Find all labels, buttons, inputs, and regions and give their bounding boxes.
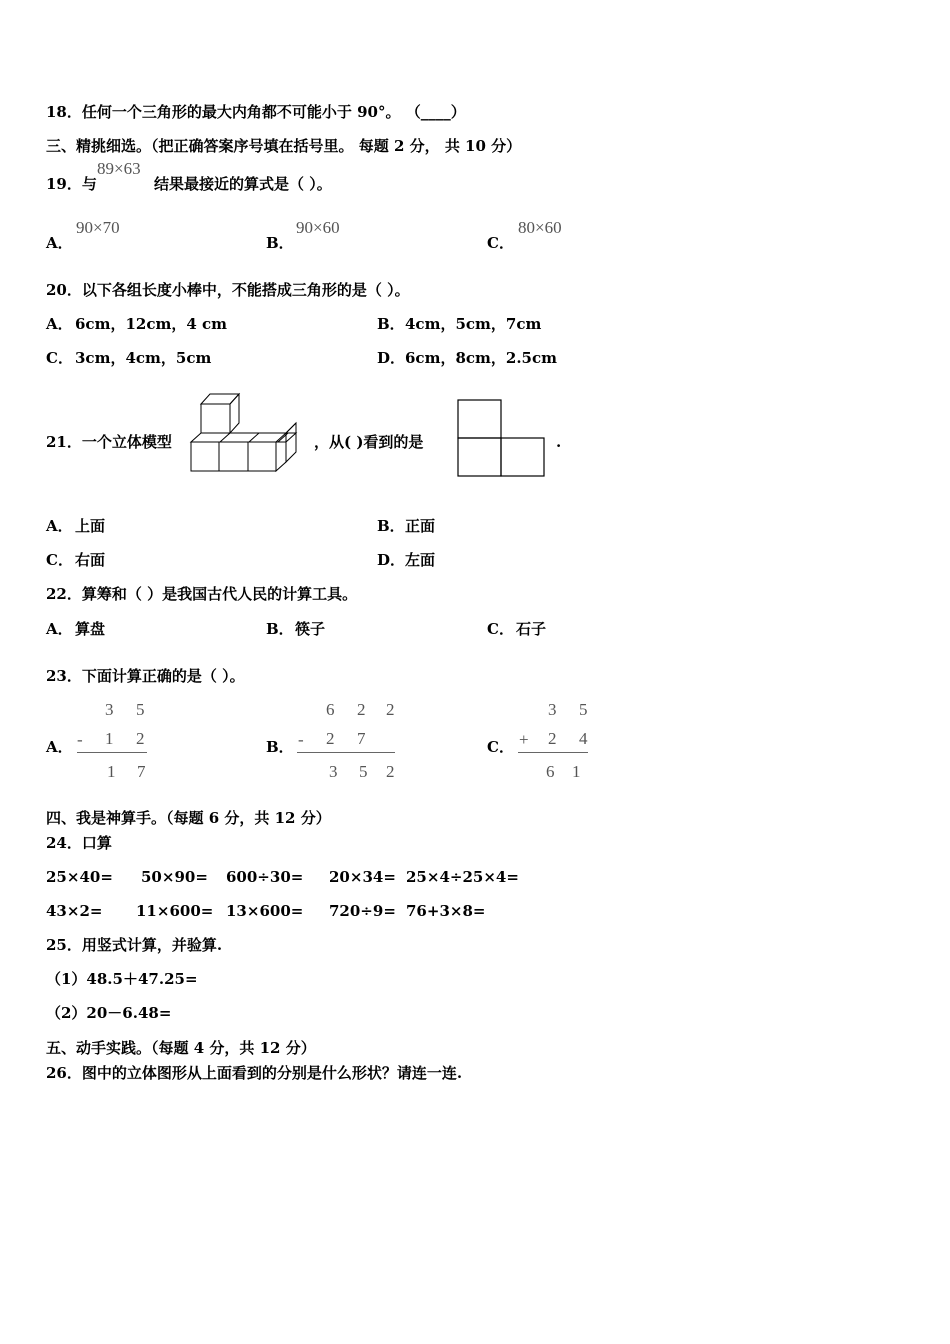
vertical-calc-item: （1）48.5＋47.25=: [46, 970, 198, 988]
digit: 2: [386, 762, 395, 781]
digit: 5: [136, 700, 145, 719]
option-value: 上面: [75, 517, 106, 535]
digit: 2: [326, 729, 335, 748]
option-value: 正面: [405, 517, 436, 535]
option-value: 右面: [75, 551, 106, 569]
option-label[interactable]: A．: [46, 620, 73, 638]
mental-math-item: 11×600=: [136, 902, 214, 920]
option-label[interactable]: C．: [46, 551, 73, 569]
option-label[interactable]: B．: [266, 738, 294, 756]
digit: 1: [572, 762, 581, 781]
mental-math-item: 600÷30=: [226, 868, 304, 886]
mental-math-item: 720÷9=: [329, 902, 396, 920]
option-expression: 90×70: [76, 218, 120, 237]
section-5-title: 五、动手实践。（每题 4 分，共 12 分）: [46, 1039, 316, 1057]
mental-math-item: 13×600=: [226, 902, 304, 920]
option-value: 筷子: [295, 620, 326, 638]
option-value: 4cm，5cm，7cm: [405, 315, 542, 333]
mental-math-item: 20×34=: [329, 868, 396, 886]
question-20: 20．以下各组长度小棒中，不能搭成三角形的是（ ）。: [46, 281, 410, 299]
digit: 2: [357, 700, 366, 719]
option-label[interactable]: D．: [377, 349, 406, 367]
view-shape-figure: [456, 398, 548, 478]
digit: 5: [359, 762, 368, 781]
question-25-title: 25．用竖式计算，并验算.: [46, 936, 223, 954]
sum-line: [518, 752, 588, 753]
question-18: 18．任何一个三角形的最大内角都不可能小于 90°。 （____）: [46, 103, 466, 121]
digit: 6: [546, 762, 555, 781]
digit: 3: [329, 762, 338, 781]
option-value: 左面: [405, 551, 436, 569]
digit: 5: [579, 700, 588, 719]
digit: 2: [386, 700, 395, 719]
question-23: 23．下面计算正确的是（ ）。: [46, 667, 245, 685]
option-label[interactable]: A．: [46, 234, 73, 252]
digit: 2: [548, 729, 557, 748]
digit: 2: [136, 729, 145, 748]
section-3-title: 三、精挑细选。（把正确答案序号填在括号里。 每题 2 分， 共 10 分）: [46, 137, 522, 155]
mental-math-item: 76+3×8=: [406, 902, 486, 920]
digit: 7: [137, 762, 146, 781]
operator-sign: +: [519, 730, 529, 749]
option-label[interactable]: D．: [377, 551, 406, 569]
operator-sign: -: [298, 730, 304, 749]
digit: 4: [579, 729, 588, 748]
option-label[interactable]: B．: [377, 315, 405, 333]
question-22: 22．算筹和（ ）是我国古代人民的计算工具。: [46, 585, 358, 603]
option-label[interactable]: B．: [377, 517, 405, 535]
section-4-title: 四、我是神算手。（每题 6 分，共 12 分）: [46, 809, 331, 827]
sum-line: [77, 752, 147, 753]
question-24-title: 24．口算: [46, 834, 112, 852]
question-26: 26．图中的立体图形从上面看到的分别是什么形状？请连一连.: [46, 1064, 463, 1082]
option-label[interactable]: A．: [46, 738, 73, 756]
option-value: 6cm，12cm，4 cm: [75, 315, 227, 333]
option-label[interactable]: C．: [487, 620, 514, 638]
option-label[interactable]: C．: [46, 349, 73, 367]
sum-line: [297, 752, 395, 753]
question-19-suffix: 结果最接近的算式是（ ）。: [154, 175, 332, 193]
digit: 7: [357, 729, 366, 748]
mental-math-item: 50×90=: [141, 868, 208, 886]
question-21-prefix: 21．一个立体模型: [46, 433, 172, 451]
question-21-end: .: [556, 433, 562, 451]
mental-math-item: 43×2=: [46, 902, 103, 920]
option-expression: 80×60: [518, 218, 562, 237]
option-label[interactable]: A．: [46, 517, 73, 535]
option-value: 6cm，8cm，2.5cm: [405, 349, 557, 367]
option-value: 3cm，4cm，5cm: [75, 349, 212, 367]
digit: 6: [326, 700, 335, 719]
question-19-expression: 89×63: [97, 159, 141, 178]
option-label[interactable]: C．: [487, 234, 514, 252]
option-expression: 90×60: [296, 218, 340, 237]
option-label[interactable]: A．: [46, 315, 73, 333]
digit: 3: [105, 700, 114, 719]
operator-sign: -: [77, 730, 83, 749]
option-label[interactable]: B．: [266, 234, 294, 252]
cube-model-figure: [188, 390, 300, 474]
question-21-middle: ，从( )看到的是: [314, 433, 424, 451]
option-value: 算盘: [75, 620, 106, 638]
option-label[interactable]: C．: [487, 738, 514, 756]
question-19-prefix: 19．与: [46, 175, 97, 193]
mental-math-item: 25×40=: [46, 868, 113, 886]
vertical-calc-item: （2）20－6.48=: [46, 1004, 172, 1022]
digit: 1: [105, 729, 114, 748]
mental-math-item: 25×4÷25×4=: [406, 868, 519, 886]
digit: 1: [107, 762, 116, 781]
option-label[interactable]: B．: [266, 620, 294, 638]
digit: 3: [548, 700, 557, 719]
option-value: 石子: [516, 620, 547, 638]
